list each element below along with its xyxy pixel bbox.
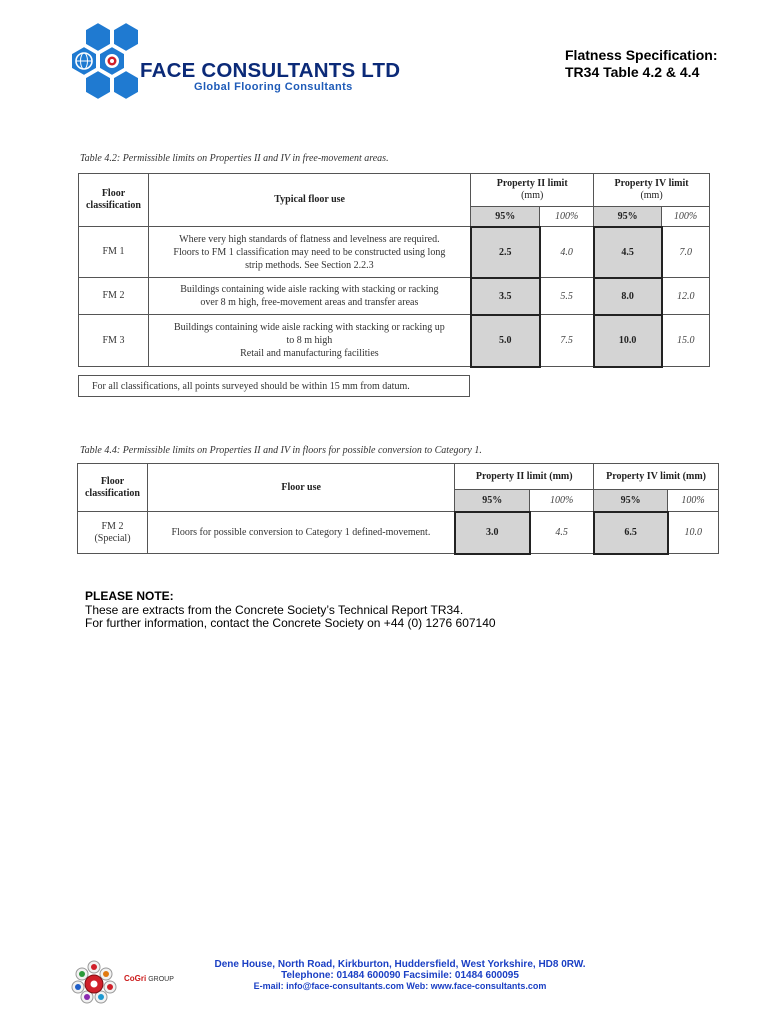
header-p4-100: 100% [662,207,710,227]
row-p4-95: 10.0 [594,315,662,367]
table-4-4-caption: Table 4.4: Permissible limits on Properties II and IV in floors for possible conversion to Category 1. [80,445,482,456]
row-p2-100: 5.5 [540,278,594,315]
please-note-title: PLEASE NOTE: [85,589,174,603]
header-typical-floor-use: Typical floor use [148,174,470,227]
document-title-line-2: TR34 Table 4.2 & 4.4 [565,64,700,80]
footer-email-web: E-mail: info@face-consultants.com Web: www.face-consultants.com [253,981,547,991]
row-p2-95: 3.5 [471,278,540,315]
row-p4-100: 12.0 [662,278,710,315]
row-classification: FM 2 [79,278,149,315]
row-p2-95: 5.0 [471,315,540,367]
header-p2-100: 100% [530,490,594,512]
header-property-ii-limit: Property II limit (mm) [471,174,594,207]
row-p4-100: 15.0 [662,315,710,367]
header-floor-use: Floor use [147,464,454,512]
row-p4-95: 6.5 [594,512,668,554]
header-p4-95: 95% [594,207,662,227]
row-classification: FM 3 [79,315,149,367]
row-floor-use: Buildings containing wide aisle racking with stacking or racking up to 8 m high Retail and manufacturing facilities [148,315,470,367]
header-property-ii-limit: Property II limit (mm) [455,464,594,490]
document-title-line-1: Flatness Specification: [565,47,718,63]
header-p2-100: 100% [540,207,594,227]
row-floor-use: Where very high standards of flatness and levelness are required. Floors to FM 1 classification may need to be constructed using long strip methods. See Section 2.2.3 [148,227,470,278]
row-classification: FM 1 [79,227,149,278]
table-row [78,512,719,554]
please-note-line-2: For further information, contact the Concrete Society on +44 (0) 1276 607140 [85,616,496,630]
cogri-group-logo-icon [68,958,120,1004]
footer-address: Dene House, North Road, Kirkburton, Huddersfield, West Yorkshire, HD8 0RW. [214,959,586,970]
row-p2-100: 7.5 [540,315,594,367]
row-p4-95: 8.0 [594,278,662,315]
table-row [79,278,710,315]
footer-contact [180,959,620,992]
please-note-section [85,590,496,631]
table-4-2-caption: Table 4.2: Permissible limits on Properties II and IV in free-movement areas. [80,153,389,164]
header-p2-95: 95% [455,490,530,512]
header-property-iv-limit: Property IV limit (mm) [594,174,710,207]
row-floor-use: Buildings containing wide aisle racking with stacking or racking over 8 m high, free-movement areas and transfer areas [148,278,470,315]
company-name: FACE CONSULTANTS LTD [140,59,401,82]
row-p4-95: 4.5 [594,227,662,278]
document-title [565,47,717,81]
header-p4-100: 100% [668,490,719,512]
header-floor-classification: Floor classification [79,174,149,227]
row-p2-100: 4.0 [540,227,594,278]
header-p4-95: 95% [594,490,668,512]
row-p2-100: 4.5 [530,512,594,554]
row-floor-use: Floors for possible conversion to Category 1 defined-movement. [147,512,454,554]
table-4-2-datum-note: For all classifications, all points surveyed should be within 15 mm from datum. [78,375,470,397]
cogri-group-label: CoGri GROUP [124,974,174,983]
table-row [79,227,710,278]
header-property-iv-limit: Property IV limit (mm) [594,464,719,490]
row-p4-100: 7.0 [662,227,710,278]
header-floor-classification: Floor classification [78,464,148,512]
please-note-line-1: These are extracts from the Concrete Society’s Technical Report TR34. [85,602,464,617]
header-p2-95: 95% [471,207,540,227]
table-row [79,315,710,367]
table-4-4 [77,463,719,555]
row-classification: FM 2 (Special) [78,512,148,554]
row-p2-95: 2.5 [471,227,540,278]
table-4-2 [78,173,710,368]
row-p4-100: 10.0 [668,512,719,554]
company-tagline: Global Flooring Consultants [194,81,353,93]
footer-phones: Telephone: 01484 600090 Facsimile: 01484 600095 [281,970,519,981]
row-p2-95: 3.0 [455,512,530,554]
